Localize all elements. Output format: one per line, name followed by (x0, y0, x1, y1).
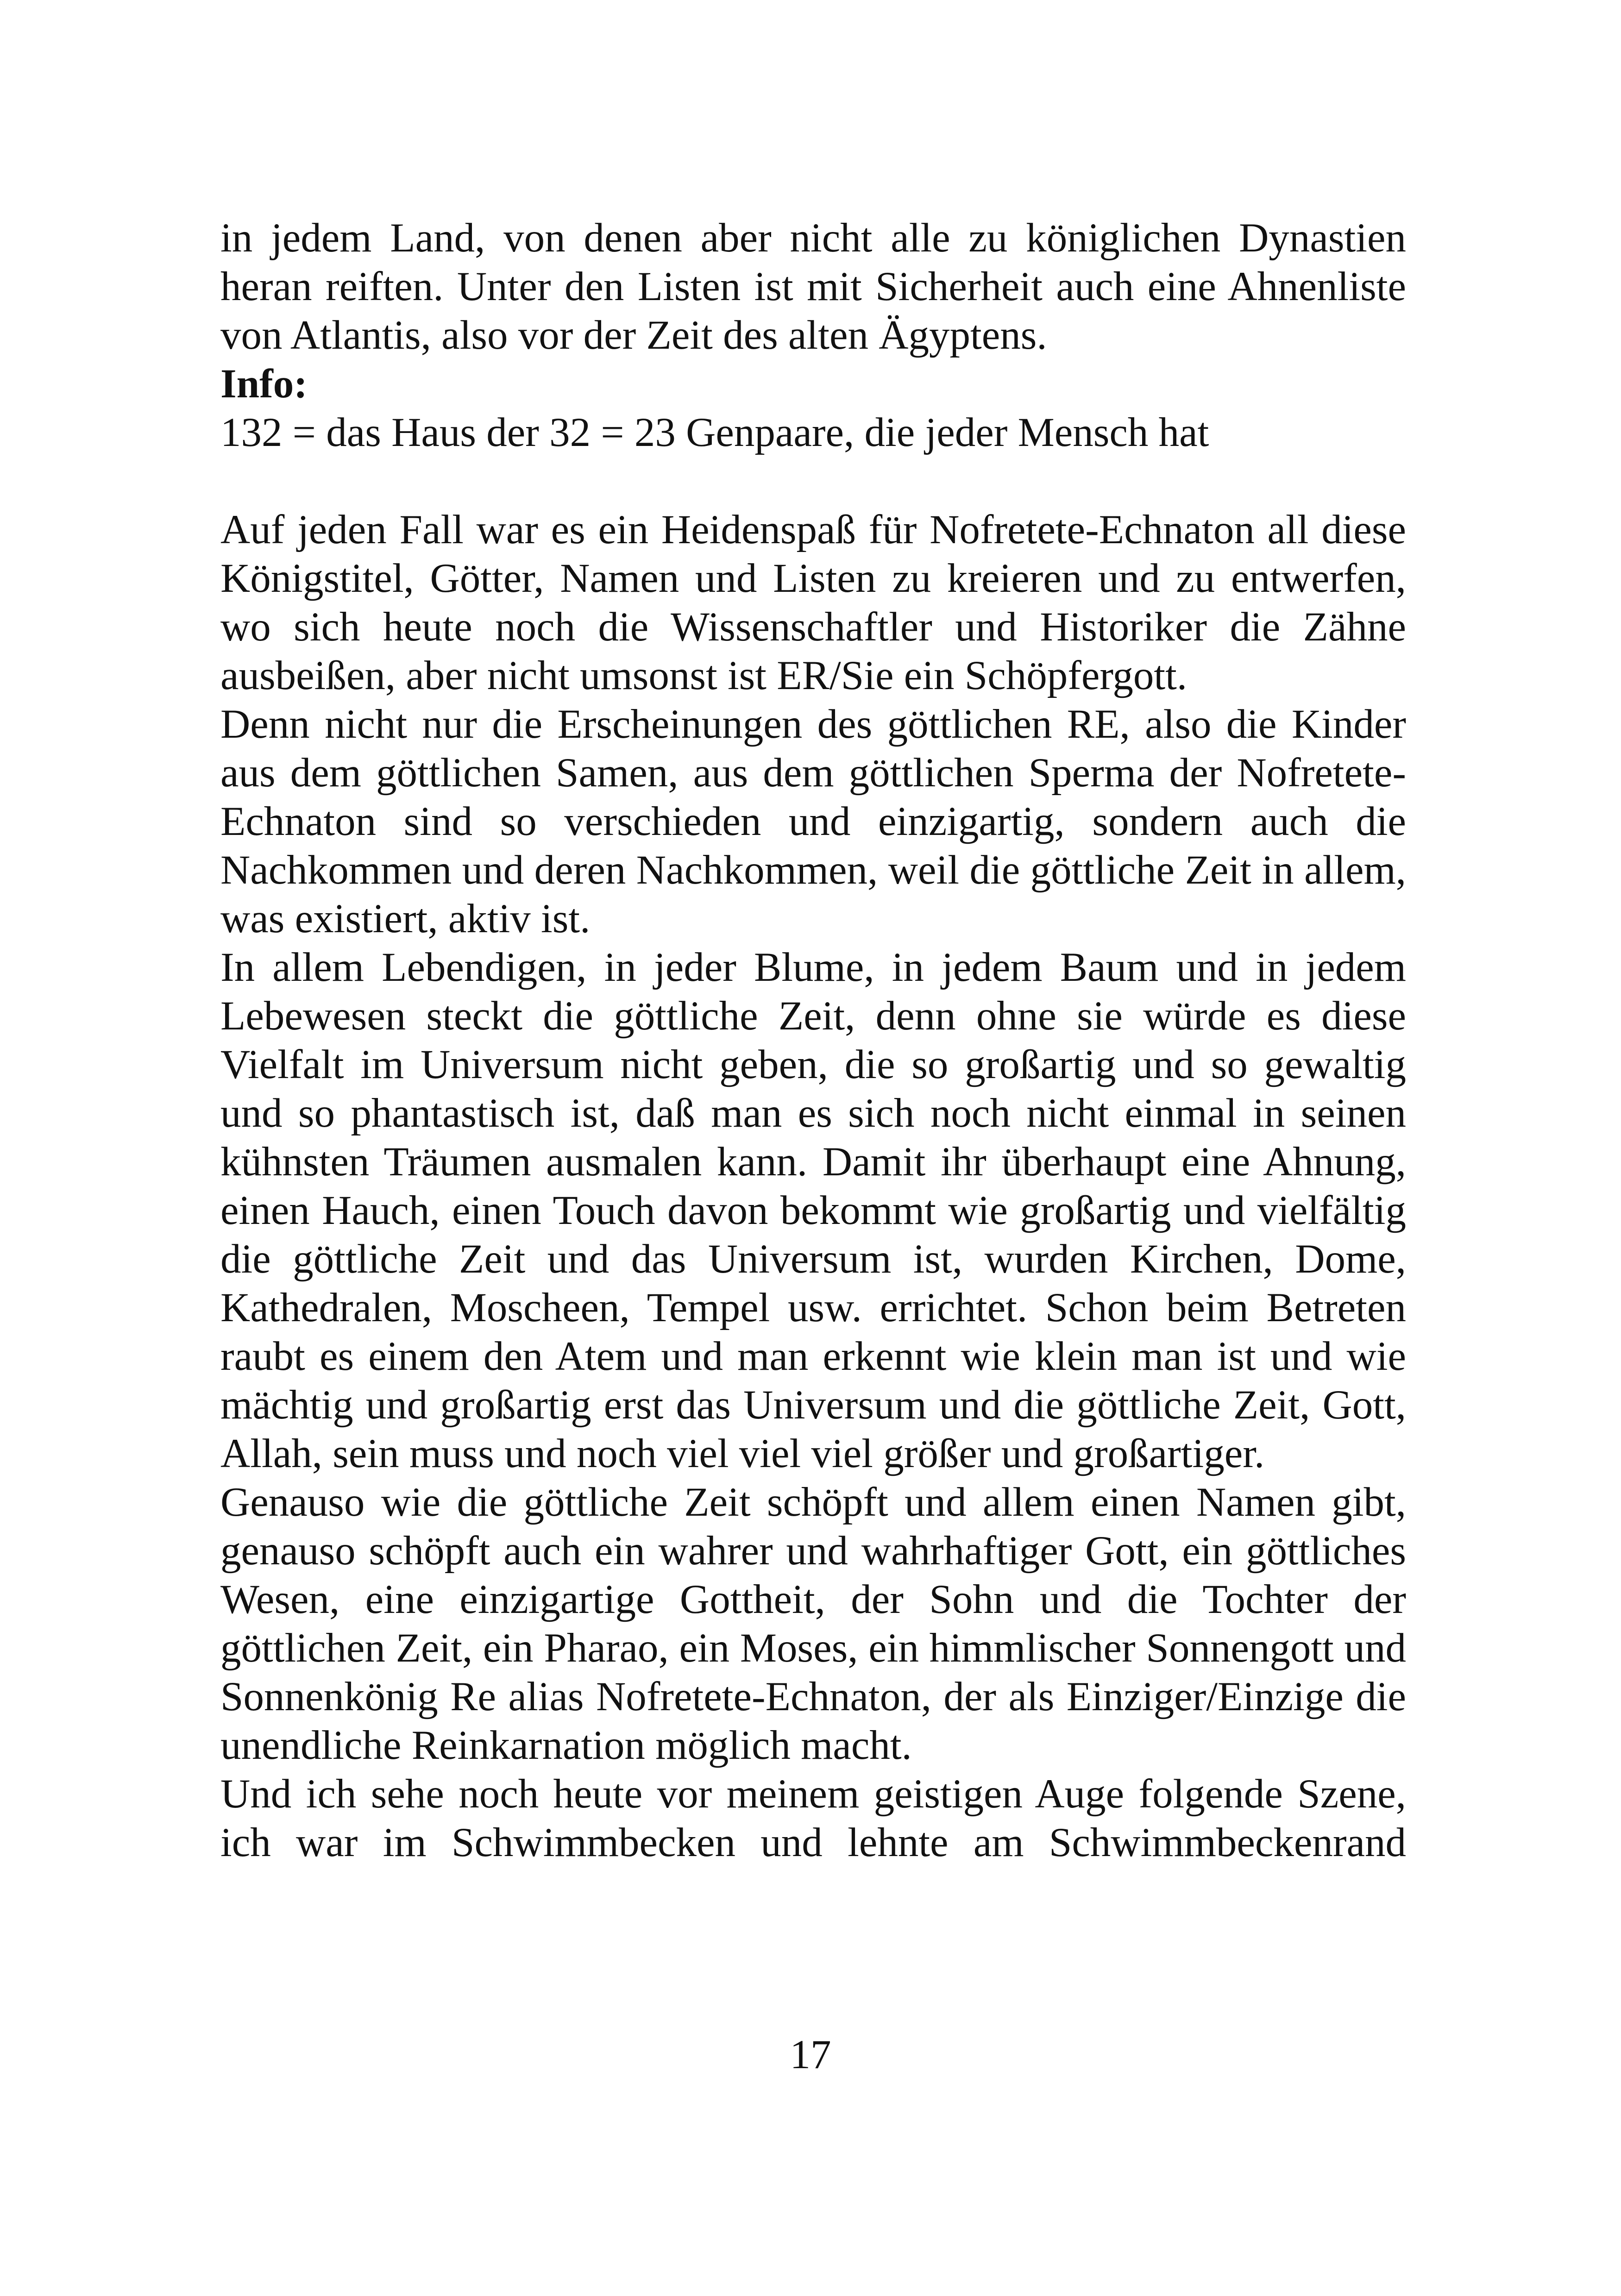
paragraph-szene: Und ich sehe noch heute vor meinem geistigen Auge folgende Szene, ich war im Schwimmbecken und lehnte am Schwimmbeckenrand (220, 1771, 1406, 1865)
body-text (220, 214, 1406, 1867)
info-heading: Info: (220, 361, 308, 407)
paragraph-lebendigen: In allem Lebendigen, in jeder Blume, in jedem Baum und in jedem Lebewesen steckt die göttliche Zeit, denn ohne sie würde es diese Vielfalt im Universum nicht geben, die so großartig und so gewaltig und so phantastisch ist, daß man es sich noch nicht einmal in seinen kühnsten Träumen ausmalen kann. Damit ihr überhaupt eine Ahnung, einen Hauch, einen Touch davon bekommt wie großartig und vielfältig die göttliche Zeit und das Universum ist, wurden Kirchen, Dome, Kathedralen, Moscheen, Tempel usw. errichtet. Schon beim Betreten raubt es einem den Atem und man erkennt wie klein man ist und wie mächtig und großartig erst das Universum und die göttliche Zeit, Gott, Allah, sein muss und noch viel viel viel größer und großartiger. (220, 945, 1406, 1476)
paragraph-genauso: Genauso wie die göttliche Zeit schöpft und allem einen Namen gibt, genauso schöpft auch ein wahrer und wahrhaftiger Gott, ein göttliches Wesen, eine einzigartige Gottheit, der Sohn und die Tochter der göttlichen Zeit, ein Pharao, ein Moses, ein himmlischer Sonnengott und Sonnenkönig Re alias Nofretete-Echnaton, der als Einziger/Einzige die unendliche Reinkarnation möglich macht. (220, 1480, 1406, 1768)
page-number: 17 (790, 2032, 831, 2077)
paragraph-spacer (220, 457, 1406, 506)
paragraph-erscheinungen: Denn nicht nur die Erscheinungen des göttlichen RE, also die Kinder aus dem göttlichen Samen, aus dem göttlichen Sperma der Nofretete-Echnaton sind so verschieden und einzigartig, sondern auch die Nachkommen und deren Nachkommen, weil die göttliche Zeit in allem, was existiert, aktiv ist. (220, 702, 1406, 941)
paragraph-dynasties: in jedem Land, von denen aber nicht alle zu königlichen Dynastien heran reiften. Unter den Listen ist mit Sicherheit auch eine Ahnenliste von Atlantis, also vor der Zeit des alten Ägyptens. (220, 215, 1406, 358)
info-line: 132 = das Haus der 32 = 23 Genpaare, die jeder Mensch hat (220, 410, 1209, 455)
paragraph-heidenspass: Auf jeden Fall war es ein Heidenspaß für Nofretete-Echnaton all diese Königstitel, Götter, Namen und Listen zu kreieren und zu entwerfen, wo sich heute noch die Wissenschaftler und Historiker die Zähne ausbeißen, aber nicht umsonst ist ER/Sie ein Schöpfergott. (220, 507, 1406, 698)
